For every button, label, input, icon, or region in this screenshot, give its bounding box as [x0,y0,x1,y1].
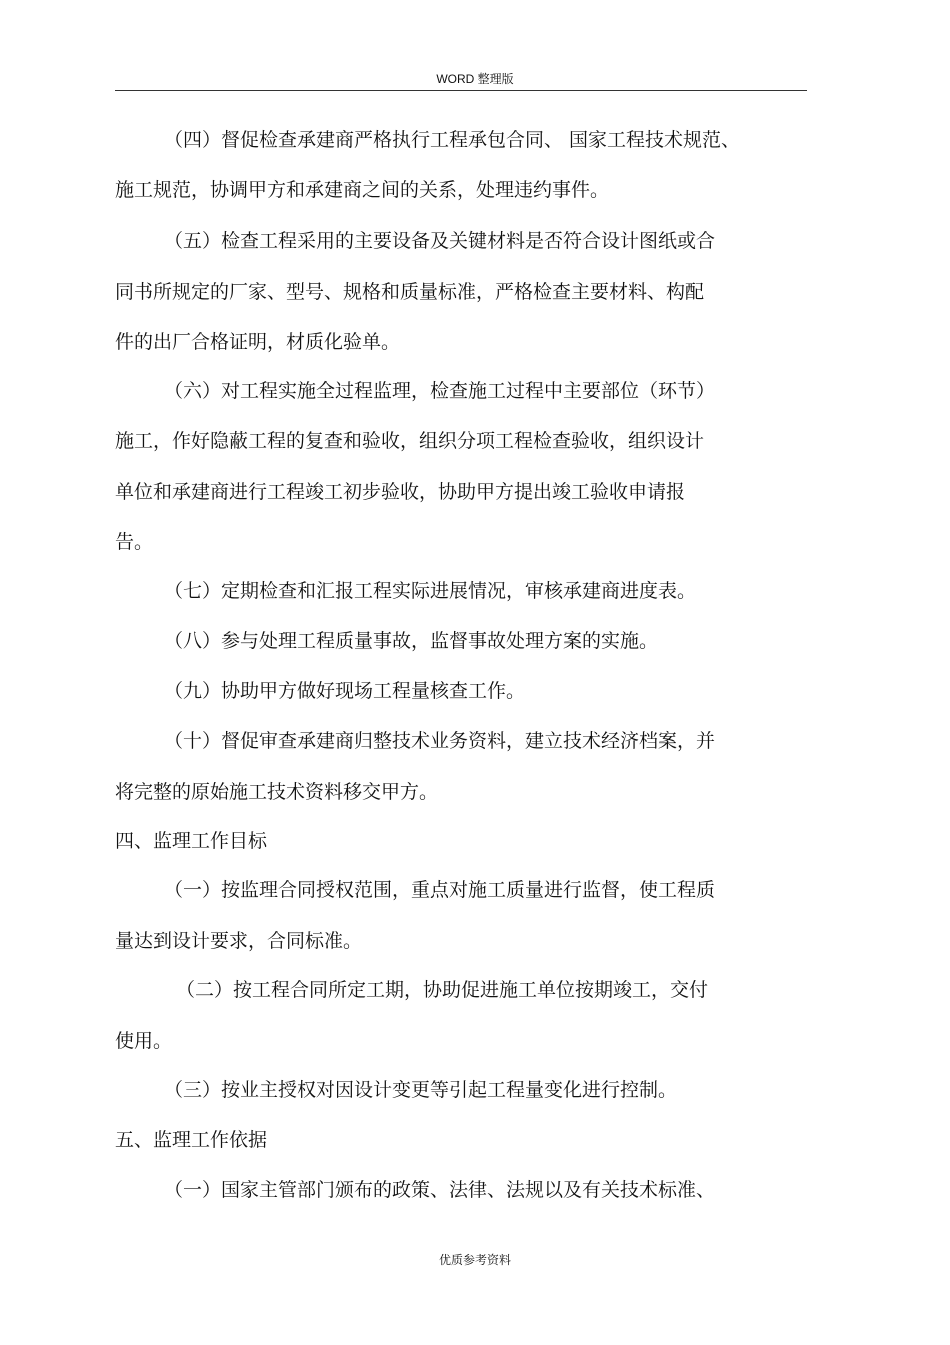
body-line: （八）参与处理工程质量事故，监督事故处理方案的实施。 [164,630,659,652]
page-footer: 优质参考资料 [438,1253,511,1267]
body-line: 施工规范，协调甲方和承建商之间的关系，处理违约事件。 [115,179,610,201]
section-heading: 四、监理工作目标 [115,830,268,852]
body-line: （四）督促检查承建商严格执行工程承包合同、 国家工程技术规范、 [164,129,741,151]
header-divider [115,90,807,91]
body-line: 单位和承建商进行工程竣工初步验收，协助甲方提出竣工验收申请报 [115,481,686,503]
body-line: 使用。 [115,1030,173,1052]
body-line: 量达到设计要求，合同标准。 [115,930,363,952]
body-line: （一）按监理合同授权范围，重点对施工质量进行监督，使工程质 [164,879,716,901]
section-heading: 五、监理工作依据 [115,1129,268,1151]
body-line: 将完整的原始施工技术资料移交甲方。 [115,781,439,803]
body-line: （三）按业主授权对因设计变更等引起工程量变化进行控制。 [164,1079,678,1101]
page-header: WORD 整理版 [436,72,514,86]
body-line: （九）协助甲方做好现场工程量核查工作。 [164,680,526,702]
body-line: （二）按工程合同所定工期，协助促进施工单位按期竣工，交付 [176,979,709,1001]
body-line: （七）定期检查和汇报工程实际进展情况，审核承建商进度表。 [164,580,697,602]
body-line: （六）对工程实施全过程监理，检查施工过程中主要部位（环节） [164,380,716,402]
body-line: 同书所规定的厂家、型号、规格和质量标准，严格检查主要材料、构配 [115,281,705,303]
body-line: 施工，作好隐蔽工程的复查和验收，组织分项工程检查验收，组织设计 [115,430,705,452]
body-line: （五）检查工程采用的主要设备及关键材料是否符合设计图纸或合 [164,230,716,252]
body-line: 件的出厂合格证明，材质化验单。 [115,331,401,353]
body-line: （一）国家主管部门颁布的政策、法律、法规以及有关技术标准、 [164,1179,716,1201]
body-line: 告。 [115,531,154,553]
body-line: （十）督促审查承建商归整技术业务资料，建立技术经济档案，并 [164,730,716,752]
